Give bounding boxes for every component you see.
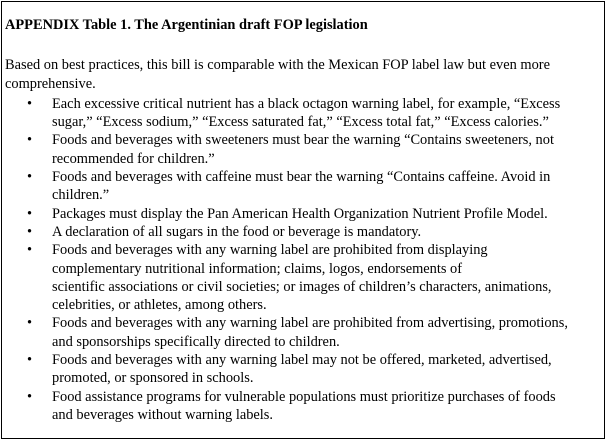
table-title: APPENDIX Table 1. The Argentinian draft FOP legislation (5, 17, 368, 33)
list-item (5, 351, 601, 388)
bullet-icon: • (27, 315, 33, 332)
intro-paragraph (5, 56, 601, 93)
list-item-line: sugar,” “Excess sodium,” “Excess saturated fat,” “Excess total fat,” “Excess calories.” (52, 114, 549, 131)
list-item (5, 314, 601, 351)
list-item-line: Foods and beverages with any warning label are prohibited from displaying (52, 242, 488, 259)
list-item-line: celebrities, or athletes, among others. (52, 297, 267, 314)
bullet-icon: • (27, 242, 33, 259)
bullet-icon: • (27, 388, 33, 405)
list-item-line: Each excessive critical nutrient has a black octagon warning label, for example, “Excess (52, 95, 561, 112)
list-item (5, 388, 601, 425)
list-item (5, 241, 601, 314)
list-item-line: complementary nutritional information; claims, logos, endorsements of (52, 260, 463, 277)
bullet-icon: • (27, 223, 33, 240)
list-item-line: Food assistance programs for vulnerable populations must prioritize purchases of foods (52, 388, 556, 405)
bullet-icon: • (27, 95, 33, 112)
bullet-icon: • (27, 205, 33, 222)
list-item-line: Foods and beverages with caffeine must bear the warning “Contains caffeine. Avoid in (52, 169, 551, 186)
list-item-line: Foods and beverages with sweeteners must bear the warning “Contains sweeteners, not (52, 132, 554, 149)
list-item (5, 168, 601, 205)
list-item-line: children.” (52, 187, 110, 204)
list-item (5, 131, 601, 168)
bullet-icon: • (27, 169, 33, 186)
list-item (5, 205, 601, 223)
list-item (5, 95, 601, 132)
list-item-line: recommended for children.” (52, 150, 215, 167)
intro-line: Based on best practices, this bill is comparable with the Mexican FOP label law but even more (5, 57, 550, 74)
list-item-line: Foods and beverages with any warning label may not be offered, marketed, advertised, (52, 352, 552, 369)
list-item (5, 223, 601, 241)
list-item-line: scientific associations or civil societies; or images of children’s characters, animations, (52, 278, 552, 295)
list-item-line: A declaration of all sugars in the food or beverage is mandatory. (52, 223, 422, 240)
list-item-line: and beverages without warning labels. (52, 406, 273, 423)
intro-line: comprehensive. (5, 75, 96, 92)
provisions-list (5, 95, 601, 424)
list-item-line: Foods and beverages with any warning label are prohibited from advertising, promotions, (52, 315, 568, 332)
list-item-line: and sponsorships specifically directed to children. (52, 333, 340, 350)
bullet-icon: • (27, 132, 33, 149)
list-item-line: promoted, or sponsored in schools. (52, 370, 254, 387)
bullet-icon: • (27, 352, 33, 369)
appendix-table (5, 16, 601, 424)
list-item-line: Packages must display the Pan American Health Organization Nutrient Profile Model. (52, 205, 548, 222)
